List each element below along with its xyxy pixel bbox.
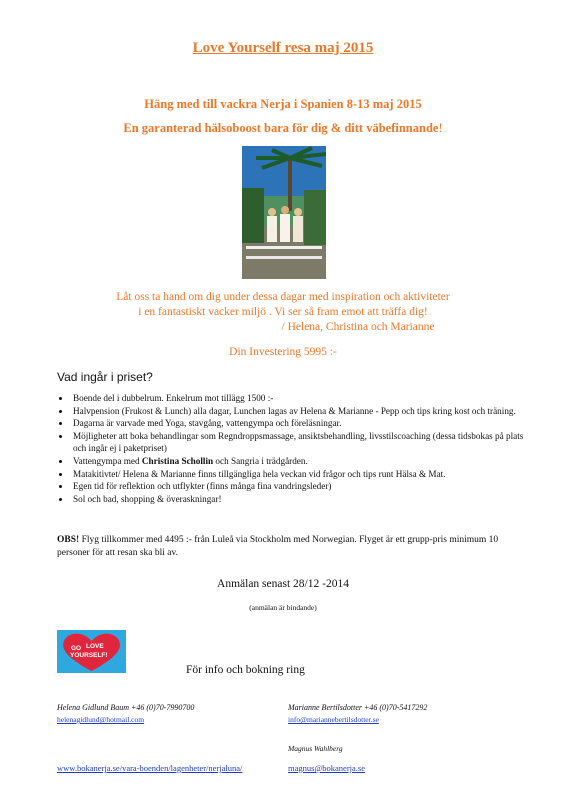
helena-contact: Helena Gidlund Baum +46 (0)70-7990700 (57, 703, 195, 712)
logo-text-love: LOVE (86, 643, 104, 650)
obs-label: OBS! (57, 535, 80, 545)
group-photo (242, 146, 326, 279)
intro-text (0, 290, 566, 335)
registration-note: (anmälan är bindande) (249, 603, 317, 612)
list-item: Matakitivtet/ Helena & Marianne finns tillgängliga hela veckan vid frågor och tips runt Hälsa & Mat. (57, 468, 527, 481)
marianne-contact: Marianne Bertilsdotter +46 (0)70-5417292 (288, 703, 428, 712)
health-subtitle (0, 121, 566, 136)
list-item-text: och Sangria i trädgården. (213, 455, 308, 466)
obs-text: Flyg tillkommer med 4495 :- från Luleå via Stockholm med Norwegian. Flyget är ett grupp-pris minimum 10 personer för att resan ska bli av. (57, 535, 499, 558)
website-link[interactable]: www.bokanerja.se/vara-boenden/lagenheter/nerjaluna/ (57, 763, 243, 773)
included-heading: Vad ingår i priset? (57, 370, 153, 384)
list-item (57, 455, 527, 468)
list-item: Dagarna är varvade med Yoga, stavgång, vattengympa och föreläsningar. (57, 417, 527, 430)
obs-note (57, 534, 517, 560)
logo-text-yourself: YOURSELF! (70, 652, 108, 659)
magnus-contact: Magnus Wahlberg (288, 744, 343, 753)
list-item-text: Vattengympa med (73, 455, 142, 466)
list-item: Sol och bad, shopping & överaskningar! (57, 493, 527, 506)
list-item: Egen tid för reflektion och utflykter (finns många fina vandringsleder) (57, 480, 527, 493)
health-subtitle-text: En garanterad hälsoboost bara för dig & ditt väbefinnande (123, 121, 439, 135)
helena-email-link[interactable]: helenagidlund@hotmail.com (57, 715, 145, 724)
intro-signature: / Helena, Christina och Marianne (281, 321, 435, 333)
investment-price: Din Investering 5995 :- (229, 346, 337, 358)
marianne-email-link[interactable]: info@mariannebertilsdotter.se (288, 715, 379, 724)
included-list (57, 392, 527, 505)
list-item: Boende del i dubbelrum. Enkelrum mot tillägg 1500 :- (57, 392, 527, 405)
instructor-name: Christina Schollin (141, 455, 214, 466)
registration-deadline: Anmälan senast 28/12 -2014 (217, 578, 349, 590)
health-subtitle-exclamation: ! (438, 121, 443, 135)
logo-text-go: GO (71, 645, 82, 652)
list-item: Möjligheter att boka behandlingar som Regndroppsmassage, ansiktsbehandling, livsstilscoaching (dessa tidsbokas på plats och ingår ej i paketpriset) (57, 430, 527, 455)
page-title: Love Yourself resa maj 2015 (192, 40, 374, 56)
group-photo-icon (242, 146, 326, 279)
list-item: Halvpension (Frukost & Lunch) alla dagar, Lunchen lagas av Helena & Marianne - Pepp och tips kring kost och träning. (57, 405, 527, 418)
info-heading: För info och bokning ring (186, 664, 305, 676)
intro-line-1: Låt oss ta hand om dig under dessa dagar med inspiration och aktiviteter (116, 291, 450, 303)
trip-subtitle: Häng med till vackra Nerja i Spanien 8-13 maj 2015 (144, 97, 422, 111)
magnus-email-link[interactable]: magnus@bokanerja.se (288, 763, 365, 773)
heart-icon (57, 630, 126, 673)
love-yourself-logo (57, 630, 126, 673)
intro-line-2: i en fantastiskt vacker miljö . Vi ser så fram emot att träffa dig! (138, 306, 428, 318)
